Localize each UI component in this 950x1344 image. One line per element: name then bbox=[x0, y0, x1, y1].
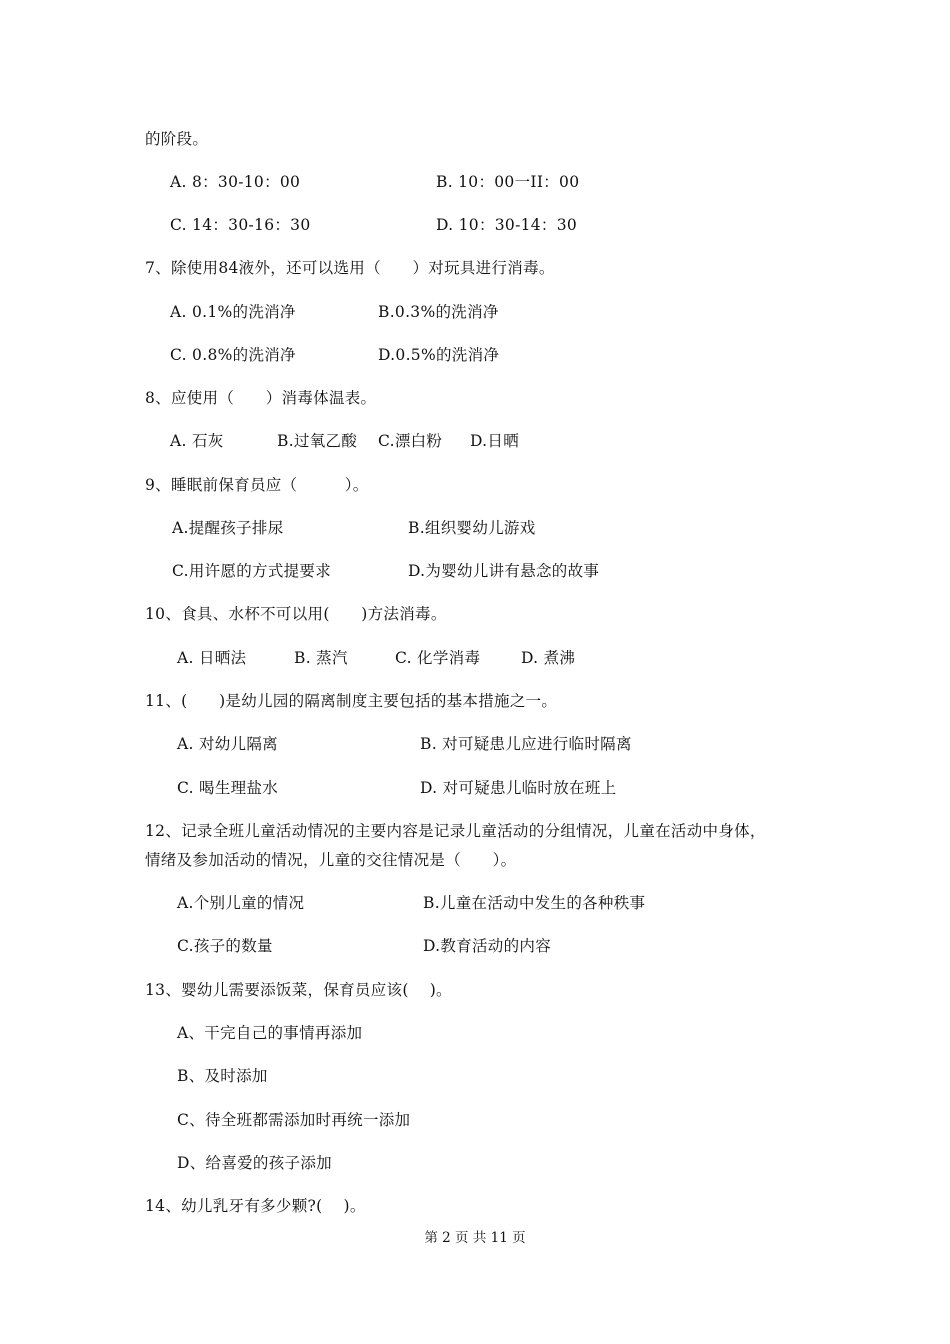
q9-option-c: C.用许愿的方式提要求 bbox=[172, 562, 332, 580]
page-number-footer: 第 2 页 共 11 页 bbox=[424, 1230, 526, 1246]
q12-option-b: B.儿童在活动中发生的各种秩事 bbox=[423, 894, 646, 912]
q7-text: 7、除使用84液外，还可以选用（ ）对玩具进行消毒。 bbox=[145, 259, 555, 277]
q14-text: 14、幼儿乳牙有多少颗?( )。 bbox=[145, 1197, 366, 1215]
q11-option-c: C. 喝生理盐水 bbox=[177, 779, 279, 797]
q8-option-d: D.日晒 bbox=[470, 432, 520, 450]
q13-option-a: A、干完自己的事情再添加 bbox=[177, 1024, 363, 1042]
q7-option-c: C. 0.8%的洗消净 bbox=[170, 346, 296, 364]
q7-option-a: A. 0.1%的洗消净 bbox=[170, 303, 296, 321]
q12-text-line1: 12、记录全班儿童活动情况的主要内容是记录儿童活动的分组情况，儿童在活动中身体， bbox=[145, 822, 766, 840]
q7-option-d: D.0.5%的洗消净 bbox=[378, 346, 500, 364]
question-continuation: 的阶段。 bbox=[145, 130, 209, 148]
q12-text-line2: 情绪及参加活动的情况，儿童的交往情况是（ ）。 bbox=[145, 851, 517, 869]
q8-text: 8、应使用（ ）消毒体温表。 bbox=[145, 389, 377, 407]
q13-text: 13、婴幼儿需要添饭菜，保育员应该( )。 bbox=[145, 981, 452, 999]
q10-option-d: D. 煮沸 bbox=[521, 649, 576, 667]
q10-text: 10、食具、水杯不可以用( )方法消毒。 bbox=[145, 605, 447, 623]
q6-option-c: C. 14：30-16：30 bbox=[170, 216, 311, 234]
q11-option-b: B. 对可疑患儿应进行临时隔离 bbox=[420, 735, 632, 753]
q9-option-d: D.为婴幼儿讲有悬念的故事 bbox=[408, 562, 600, 580]
q7-option-b: B.0.3%的洗消净 bbox=[378, 303, 499, 321]
q8-option-b: B.过氧乙酸 bbox=[277, 432, 358, 450]
q6-option-d: D. 10：30-14：30 bbox=[436, 216, 578, 234]
q9-text: 9、睡眠前保育员应（ ）。 bbox=[145, 476, 369, 494]
q11-text: 11、( )是幼儿园的隔离制度主要包括的基本措施之一。 bbox=[145, 692, 558, 710]
q8-option-c: C.漂白粉 bbox=[378, 432, 443, 450]
q10-option-b: B. 蒸汽 bbox=[294, 649, 348, 667]
q6-option-b: B. 10：00一II：00 bbox=[436, 173, 580, 191]
q13-option-b: B、及时添加 bbox=[177, 1067, 268, 1085]
q8-option-a: A. 石灰 bbox=[170, 432, 224, 450]
q13-option-c: C、待全班都需添加时再统一添加 bbox=[177, 1111, 411, 1129]
q11-option-a: A. 对幼儿隔离 bbox=[177, 735, 278, 753]
q9-option-a: A.提醒孩子排尿 bbox=[172, 519, 284, 537]
q6-option-a: A. 8：30-10：00 bbox=[170, 173, 301, 191]
q12-option-d: D.教育活动的内容 bbox=[423, 937, 552, 955]
q12-option-c: C.孩子的数量 bbox=[177, 937, 273, 955]
q13-option-d: D、给喜爱的孩子添加 bbox=[177, 1154, 332, 1172]
q9-option-b: B.组织婴幼儿游戏 bbox=[408, 519, 536, 537]
q10-option-c: C. 化学消毒 bbox=[395, 649, 481, 667]
q12-option-a: A.个别儿童的情况 bbox=[177, 894, 305, 912]
q11-option-d: D. 对可疑患儿临时放在班上 bbox=[420, 779, 617, 797]
q10-option-a: A. 日晒法 bbox=[177, 649, 247, 667]
